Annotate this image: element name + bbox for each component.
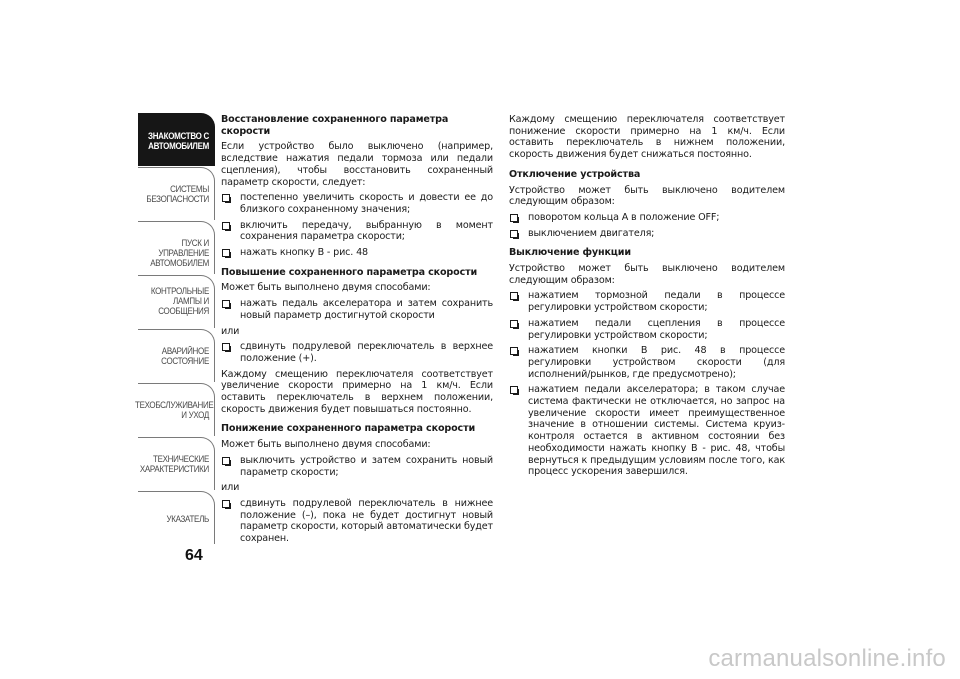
list-item: выключением двигателя; (509, 228, 785, 240)
checkbox-bullet-icon (510, 386, 518, 394)
list-item: нажать кнопку B - рис. 48 (221, 247, 493, 259)
checkbox-bullet-icon (510, 230, 518, 238)
paragraph: Если устройство было выключено (например, вследствие нажатия педали тормоза или педали сцепления), чтобы восстановить сохраненный параметр скорости, следует: (221, 141, 493, 188)
list-item: нажатием кнопки B рис. 48 в процессе регулировки устройством скорости (для исполнений/рынков, где предусмотрено); (509, 345, 785, 380)
tab-starting-driving[interactable] (138, 221, 215, 274)
tab-safety[interactable] (138, 167, 215, 220)
list-item: нажатием педали сцепления в процессе регулировки устройством скорости; (509, 318, 785, 341)
list-item: поворотом кольца А в положение OFF; (509, 212, 785, 224)
paragraph: Каждому смещению переключателя соответствует понижение скорости примерно на 1 км/ч. Если оставить переключатель в нижнем положении, скорость движения будет снижаться постоянно. (509, 114, 785, 161)
tab-label: УКАЗАТЕЛЬ (166, 514, 209, 525)
checkbox-bullet-icon (510, 214, 518, 222)
checkbox-bullet-icon (510, 347, 518, 355)
paragraph: Может быть выполнено двумя способами: (221, 282, 431, 294)
tab-label: КОНТРОЛЬНЫЕ ЛАМПЫ И СООБЩЕНИЯ (150, 286, 209, 317)
section-heading: Повышение сохраненного параметра скорости (221, 266, 478, 278)
or-text: или (221, 482, 240, 494)
tab-technical-specs[interactable] (138, 437, 215, 490)
tab-maintenance[interactable] (135, 383, 215, 436)
watermark: carmanualsonline.info (708, 645, 946, 672)
tab-introduction[interactable] (138, 113, 215, 166)
list-item: включить передачу, выбранную в момент сохранения параметра скорости; (221, 220, 493, 243)
checkbox-bullet-icon (222, 500, 230, 508)
tab-emergency[interactable] (138, 329, 215, 382)
checkbox-bullet-icon (222, 457, 230, 465)
checkbox-bullet-icon (222, 222, 230, 230)
checkbox-bullet-icon (222, 300, 230, 308)
section-heading: Выключение функции (509, 247, 631, 259)
list-item: постепенно увеличить скорость и довести ее до близкого сохраненному значения; (221, 192, 493, 215)
list-item: нажать педаль акселератора и затем сохранить новый параметр достигнутой скорости (221, 298, 493, 321)
checkbox-bullet-icon (510, 320, 518, 328)
section-heading: Понижение сохраненного параметра скорости (221, 423, 476, 435)
tab-label: ТЕХОБСЛУЖИВАНИЕ И УХОД (135, 400, 214, 421)
checkbox-bullet-icon (222, 194, 230, 202)
checkbox-bullet-icon (222, 343, 230, 351)
list-item: сдвинуть подрулевой переключатель в верхнее положение (+). (221, 341, 493, 364)
page-number: 64 (185, 547, 203, 564)
paragraph: Устройство может быть выключено водителем следующим образом: (509, 184, 785, 208)
paragraph: Может быть выполнено двумя способами: (221, 439, 431, 451)
paragraph: Устройство может быть выключено водителем следующим образом: (509, 263, 785, 286)
tab-warning-lights[interactable] (138, 275, 215, 328)
tab-label: ТЕХНИЧЕСКИЕ ХАРАКТЕРИСТИКИ (139, 454, 209, 475)
tab-label: СИСТЕМЫ БЕЗОПАСНОСТИ (146, 184, 209, 205)
checkbox-bullet-icon (510, 292, 518, 300)
section-heading: Отключение устройства (509, 168, 641, 180)
list-item: сдвинуть подрулевой переключатель в нижнее положение (–), пока не будет достигнут новый параметр скорости, который автоматически будет сохранен. (221, 498, 493, 545)
tab-index[interactable] (138, 491, 215, 544)
section-heading: Восстановление сохраненного параметра скорости (221, 114, 449, 137)
checkbox-bullet-icon (222, 249, 230, 257)
right-column (509, 114, 785, 478)
left-column (221, 114, 493, 545)
paragraph: Каждому смещению переключателя соответствует увеличение скорости примерно на 1 км/ч. Если оставить переключатель в верхнем положении, скорость движения будет повышаться постоянно. (221, 368, 493, 415)
list-item: нажатием педали акселератора; в таком случае система фактически не отключается, но запрос на увеличение скорости имеет преимущественное значение в отношении системы. Система круиз-контроля остается в активном состоянии без необходимости нажать кнопку B - рис. 48, чтобы вернуться к предыдущим условиям после того, как процесс ускорения завершился. (509, 384, 785, 478)
or-text: или (221, 325, 240, 337)
list-item: нажатием тормозной педали в процессе регулировки устройством скорости; (509, 290, 785, 313)
tab-label: АВАРИЙНОЕ СОСТОЯНИЕ (161, 346, 209, 367)
tab-label: ЗНАКОМСТВО С АВТОМОБИЛЕМ (147, 131, 209, 152)
list-item: выключить устройство и затем сохранить новый параметр скорости; (221, 455, 493, 478)
tab-label: ПУСК И УПРАВЛЕНИЕ АВТОМОБИЛЕМ (150, 238, 209, 269)
